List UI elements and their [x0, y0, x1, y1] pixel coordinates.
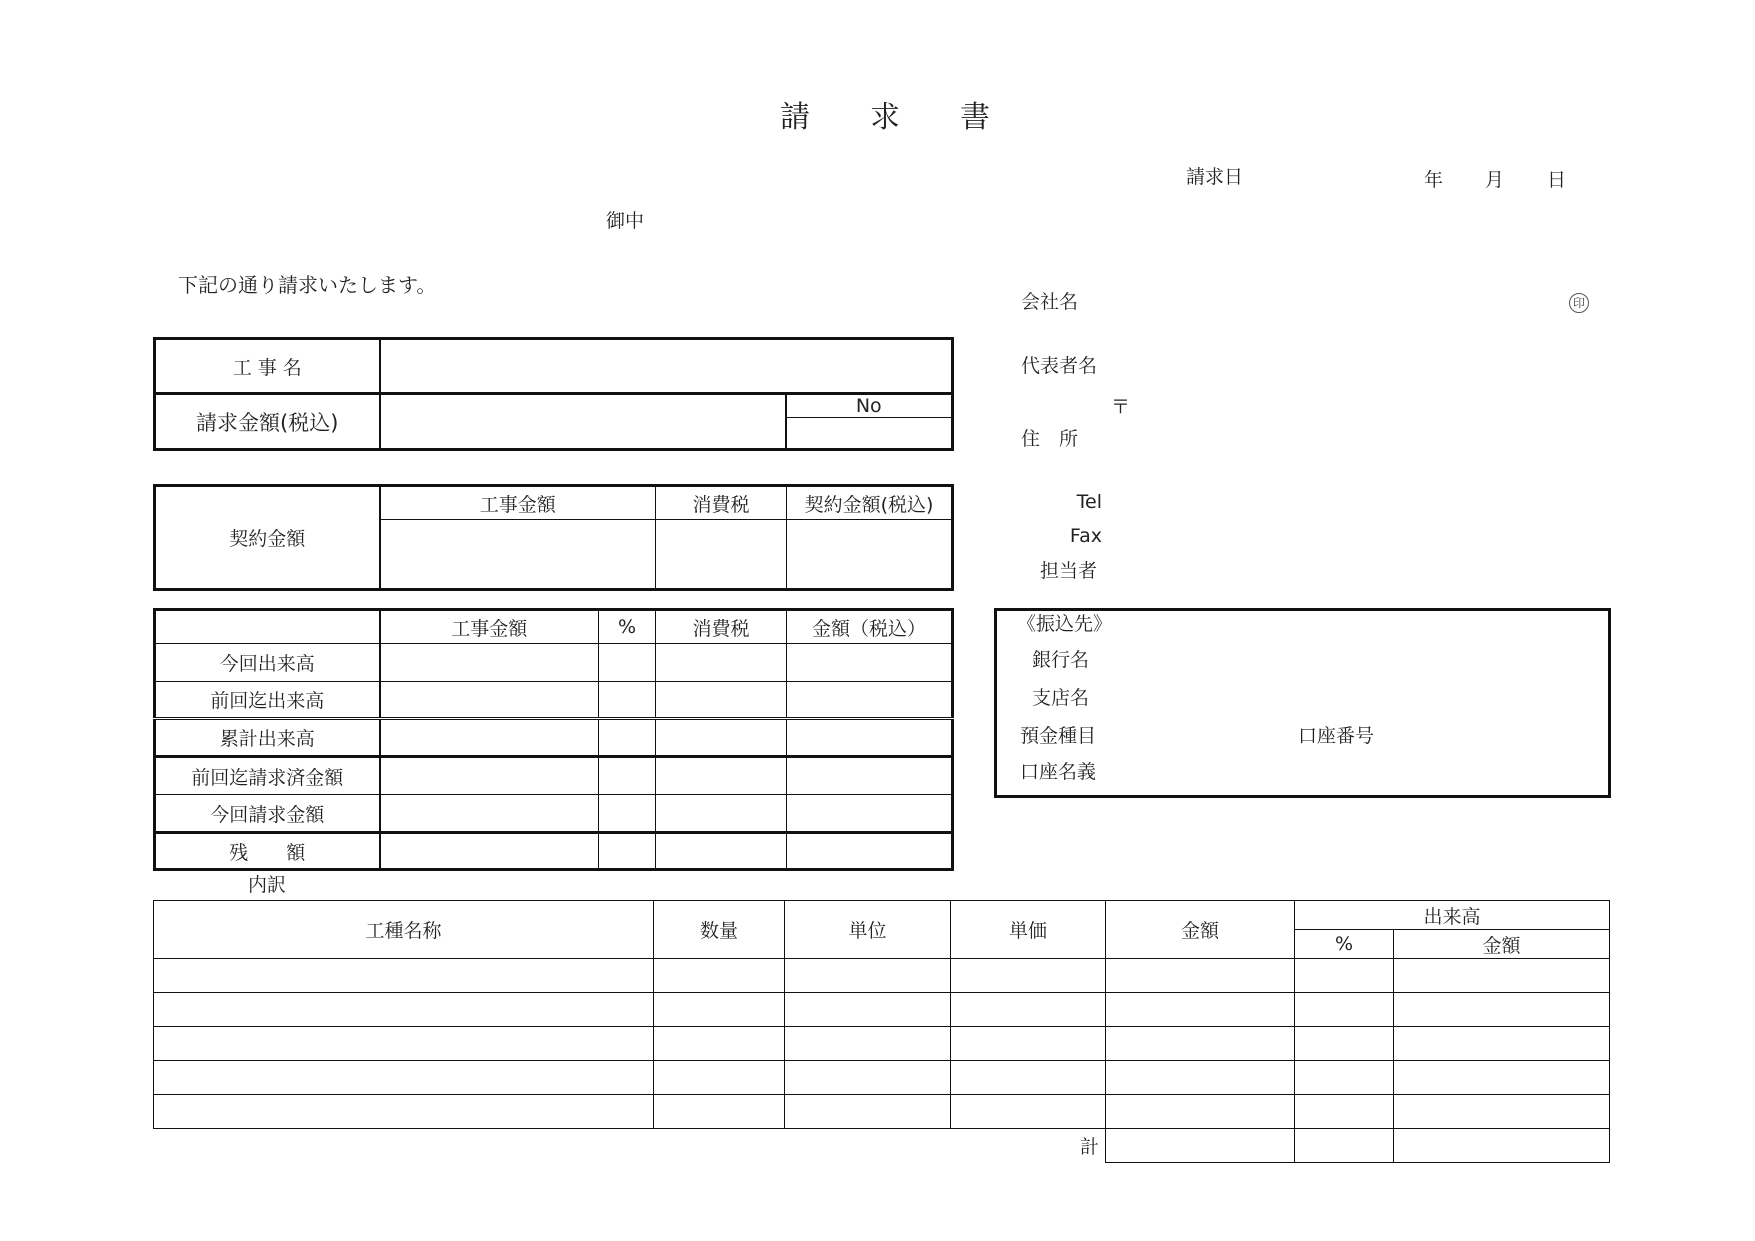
date-year-label: 年 [1424, 169, 1444, 191]
bank-header: 《振込先》 [1017, 613, 1113, 635]
progress-table [153, 608, 954, 871]
table-row [154, 1061, 1610, 1095]
table-cell [599, 682, 656, 719]
bank-name-label: 銀行名 [1032, 649, 1090, 671]
table-cell [656, 795, 787, 833]
table-cell [951, 1061, 1106, 1095]
contract-total-value [787, 520, 953, 590]
table-cell [787, 719, 953, 757]
table-cell [656, 682, 787, 719]
invoice-date-label: 請求日 [1186, 166, 1244, 188]
address-label: 住 所 [1021, 428, 1079, 450]
table-cell [1394, 993, 1610, 1027]
table-cell [787, 644, 953, 682]
recipient-suffix: 御中 [606, 210, 645, 232]
contract-work-amount-value [380, 520, 656, 590]
table-row [155, 757, 953, 795]
table-cell [785, 993, 951, 1027]
contract-amount-label: 契約金額 [155, 486, 380, 590]
table-cell [380, 757, 599, 795]
table-cell [599, 795, 656, 833]
table-cell [1394, 959, 1610, 993]
project-name-value [380, 339, 953, 394]
branch-name-label: 支店名 [1032, 687, 1090, 709]
breakdown-col-unit: 単位 [785, 901, 951, 959]
postal-mark: 〒 [1111, 396, 1131, 418]
table-cell [785, 1027, 951, 1061]
table-cell [951, 993, 1106, 1027]
table-row [155, 719, 953, 757]
date-day-label: 日 [1547, 169, 1567, 191]
table-cell [951, 1027, 1106, 1061]
table-cell [656, 644, 787, 682]
table-cell [1106, 959, 1295, 993]
table-cell [787, 757, 953, 795]
breakdown-total-label: 計 [1079, 1136, 1099, 1159]
contract-amount-table [153, 484, 954, 591]
table-cell [1106, 993, 1295, 1027]
table-row [155, 795, 953, 833]
table-cell [787, 682, 953, 719]
breakdown-col-qty: 数量 [654, 901, 785, 959]
table-cell [656, 833, 787, 870]
table-cell [654, 993, 785, 1027]
breakdown-total-percent [1295, 1129, 1394, 1163]
representative-label: 代表者名 [1021, 355, 1098, 377]
table-cell [656, 757, 787, 795]
progress-row-label: 残 額 [155, 833, 380, 870]
table-cell [1394, 1061, 1610, 1095]
table-cell [1295, 959, 1394, 993]
table-cell [380, 644, 599, 682]
project-name-label: 工 事 名 [155, 339, 380, 394]
table-cell [1394, 1095, 1610, 1129]
table-row [154, 959, 1610, 993]
progress-row-label: 前回迄出来高 [155, 682, 380, 719]
breakdown-col-unit-price: 単価 [951, 901, 1106, 959]
no-label: No [786, 394, 953, 418]
invoice-amount-value [380, 394, 786, 450]
fax-label: Fax [1069, 525, 1102, 547]
table-cell [951, 1095, 1106, 1129]
table-cell [1106, 1095, 1295, 1129]
date-month-label: 月 [1485, 169, 1505, 191]
progress-row-label: 今回請求金額 [155, 795, 380, 833]
table-row [154, 1027, 1610, 1061]
table-cell [380, 833, 599, 870]
company-name-label: 会社名 [1021, 291, 1079, 313]
table-cell [1295, 993, 1394, 1027]
table-row [155, 644, 953, 682]
breakdown-table [153, 900, 1610, 1163]
table-cell [785, 1095, 951, 1129]
table-cell [785, 959, 951, 993]
table-row [154, 993, 1610, 1027]
table-cell [154, 1027, 654, 1061]
table-cell [654, 1095, 785, 1129]
table-cell [380, 682, 599, 719]
table-row [155, 682, 953, 719]
table-cell [154, 1061, 654, 1095]
table-cell [1295, 1095, 1394, 1129]
table-cell [785, 1061, 951, 1095]
progress-corner-cell [155, 610, 380, 644]
table-cell [599, 833, 656, 870]
table-cell [1295, 1027, 1394, 1061]
contract-col-tax: 消費税 [656, 486, 787, 520]
table-cell [654, 1061, 785, 1095]
table-cell [599, 719, 656, 757]
table-cell [380, 719, 599, 757]
progress-col-work-amount: 工事金額 [380, 610, 599, 644]
table-cell [599, 757, 656, 795]
table-cell [154, 959, 654, 993]
table-cell [656, 719, 787, 757]
breakdown-total-amount [1106, 1129, 1295, 1163]
table-row [155, 833, 953, 870]
table-cell [1106, 1061, 1295, 1095]
progress-row-label: 前回迄請求済金額 [155, 757, 380, 795]
seal-icon: 印 [1569, 293, 1589, 313]
breakdown-col-amount: 金額 [1106, 901, 1295, 959]
table-cell [599, 644, 656, 682]
table-cell [380, 795, 599, 833]
progress-col-tax: 消費税 [656, 610, 787, 644]
tel-label: Tel [1076, 491, 1102, 513]
table-cell [951, 959, 1106, 993]
breakdown-col-progress-percent: % [1295, 930, 1394, 959]
breakdown-total-progress-amount [1394, 1129, 1610, 1163]
contract-col-work-amount: 工事金額 [380, 486, 656, 520]
table-cell [1394, 1027, 1610, 1061]
no-value [786, 418, 953, 450]
contract-col-contract-amount: 契約金額(税込) [787, 486, 953, 520]
breakdown-total-row [154, 1129, 1610, 1163]
breakdown-section-label: 内訳 [248, 874, 287, 896]
table-cell [154, 993, 654, 1027]
progress-row-label: 今回出来高 [155, 644, 380, 682]
deposit-type-label: 預金種目 [1020, 725, 1097, 747]
table-cell [154, 1095, 654, 1129]
table-cell [787, 833, 953, 870]
breakdown-col-item: 工種名称 [154, 901, 654, 959]
project-summary-table [153, 337, 954, 451]
invoice-amount-label: 請求金額(税込) [155, 394, 380, 450]
account-number-label: 口座番号 [1298, 725, 1375, 747]
progress-col-percent: % [599, 610, 656, 644]
table-cell [1106, 1027, 1295, 1061]
contract-tax-value [656, 520, 787, 590]
breakdown-col-progress-amount: 金額 [1394, 930, 1610, 959]
table-cell [654, 1027, 785, 1061]
contact-person-label: 担当者 [1040, 560, 1098, 582]
page-title: 請 求 書 [780, 100, 990, 135]
table-row [154, 1095, 1610, 1129]
account-holder-label: 口座名義 [1020, 761, 1097, 783]
intro-text: 下記の通り請求いたします。 [178, 273, 437, 297]
progress-row-label: 累計出来高 [155, 719, 380, 757]
progress-col-amount: 金額（税込） [787, 610, 953, 644]
table-cell [787, 795, 953, 833]
breakdown-col-progress: 出来高 [1295, 901, 1610, 930]
table-cell [654, 959, 785, 993]
table-cell [1295, 1061, 1394, 1095]
